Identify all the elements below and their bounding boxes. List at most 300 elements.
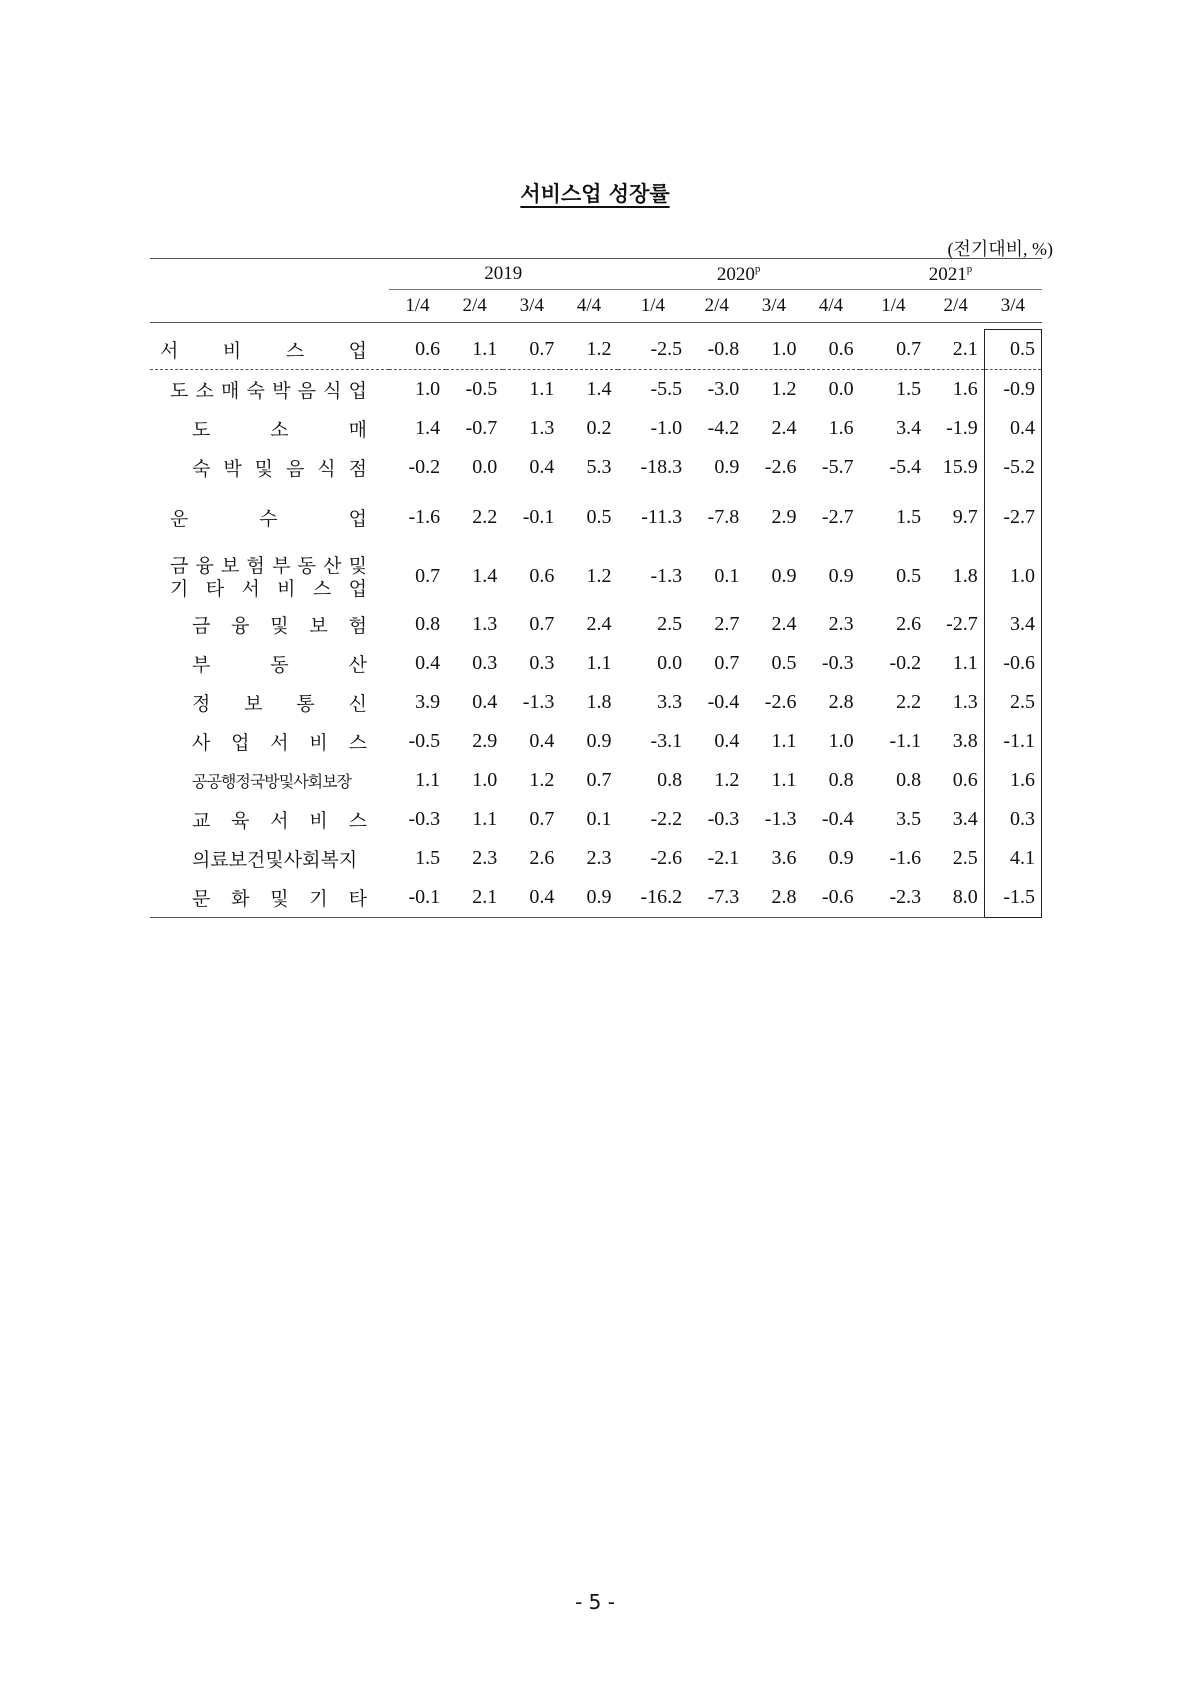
quarter-header: 4/4	[818, 295, 844, 316]
label-char: 소	[270, 419, 289, 441]
quarter-header: 4/4	[576, 295, 602, 316]
value-cell: 2.1	[927, 330, 984, 370]
value-cell: 0.5	[984, 330, 1041, 370]
year-label: 2020	[716, 263, 755, 285]
value-cell: 0.5	[586, 505, 612, 528]
table-row	[150, 644, 1042, 683]
value-cell: 0.9	[771, 564, 797, 587]
value-cell: -0.8	[688, 330, 745, 370]
value-cell: 0.7	[860, 330, 928, 370]
table-row	[150, 547, 1042, 605]
value-cell: 0.7	[529, 808, 555, 830]
label-char: 부	[272, 555, 291, 577]
table-row	[150, 448, 1042, 487]
growth-table	[150, 258, 1042, 918]
value-cell: 0.5	[896, 564, 922, 587]
label-char: 동	[297, 555, 316, 577]
row-label	[150, 370, 389, 410]
label-char: 업	[231, 732, 250, 754]
value-cell: 2.9	[472, 730, 498, 752]
label-char: 정	[192, 693, 211, 715]
separator-cell	[446, 323, 503, 330]
label-char: 통	[296, 693, 315, 715]
value-cell: 1.2	[771, 378, 797, 400]
value-cell: 2.9	[771, 505, 797, 528]
header-quarters-row	[150, 290, 1042, 323]
label-char: 소	[195, 380, 214, 402]
value-cell: 0.4	[503, 878, 560, 918]
separator-cell	[984, 323, 1041, 330]
row-label-text	[192, 728, 367, 755]
value-cell: -0.1	[389, 878, 446, 918]
value-cell: 1.6	[828, 417, 854, 439]
quarter-header: 3/4	[1000, 295, 1026, 316]
value-cell: 0.8	[828, 769, 854, 791]
label-char: 기	[170, 578, 189, 600]
table-row	[150, 722, 1042, 761]
value-cell: -0.3	[707, 808, 740, 830]
year-header	[389, 259, 618, 290]
value-cell: 1.6	[952, 378, 978, 400]
label-char: 및	[270, 888, 289, 910]
value-cell: 0.6	[802, 330, 859, 370]
value-cell: 2.3	[586, 847, 612, 869]
value-cell: 0.8	[657, 769, 683, 791]
separator-cell	[688, 323, 745, 330]
label-char: 공공행정국방및사회보장	[192, 772, 352, 791]
row-label-text	[192, 689, 367, 716]
table-title: 서비스업 성장률	[520, 181, 670, 206]
value-cell: -5.5	[650, 378, 683, 400]
value-cell: -2.7	[946, 613, 978, 635]
value-cell: -0.6	[802, 878, 859, 918]
label-char: 박	[272, 380, 291, 402]
quarter-header: 2/4	[943, 295, 968, 316]
separator-cell	[389, 323, 446, 330]
value-cell: 2.6	[529, 847, 555, 869]
value-cell: -16.2	[618, 878, 689, 918]
label-char: 업	[348, 339, 367, 362]
label-char: 융	[195, 555, 214, 577]
label-char: 비	[309, 732, 328, 754]
value-cell: 1.1	[472, 808, 498, 830]
value-cell: -18.3	[640, 456, 683, 478]
row-label	[150, 487, 389, 547]
value-cell: 3.4	[896, 417, 922, 439]
value-cell: 1.5	[415, 847, 441, 869]
label-char: 및	[348, 555, 367, 577]
value-cell: 2.5	[657, 613, 683, 635]
value-cell: -1.1	[984, 722, 1041, 761]
label-char: 박	[223, 458, 242, 480]
separator-cell	[802, 323, 859, 330]
value-cell: 2.2	[472, 505, 498, 528]
label-char: 서	[270, 732, 289, 754]
value-cell: -2.6	[764, 691, 797, 713]
row-label-text	[170, 574, 367, 601]
value-cell: -1.9	[946, 417, 978, 439]
value-cell: -2.6	[764, 456, 797, 478]
label-char: 숙	[192, 458, 211, 480]
value-cell: -2.1	[707, 847, 740, 869]
value-cell: 8.0	[927, 878, 984, 918]
row-label-text	[170, 376, 367, 403]
value-cell: 0.9	[828, 564, 854, 587]
label-char: 타	[205, 578, 225, 600]
label-char: 음	[297, 380, 316, 402]
value-cell: 1.2	[586, 564, 612, 587]
label-char: 및	[270, 615, 289, 637]
value-cell: 1.8	[586, 691, 612, 713]
value-cell: 0.8	[896, 769, 922, 791]
value-cell: 0.2	[586, 417, 612, 439]
row-label	[150, 644, 389, 683]
year-superscript: p	[754, 262, 761, 275]
value-cell: 4.1	[984, 839, 1041, 878]
value-cell: -7.3	[688, 878, 745, 918]
label-char: 비	[222, 339, 242, 362]
label-char: 문	[192, 888, 211, 910]
value-cell: -0.9	[984, 370, 1041, 410]
label-char: 식	[317, 458, 336, 480]
label-char: 스	[312, 578, 332, 600]
table-row	[150, 878, 1042, 918]
quarter-header: 1/4	[881, 295, 906, 316]
value-cell: -0.4	[821, 808, 854, 830]
value-cell: 3.4	[952, 808, 978, 830]
value-cell: 0.9	[828, 847, 854, 869]
value-cell: 3.6	[771, 847, 797, 869]
label-char: 업	[348, 507, 367, 530]
label-char: 음	[285, 458, 305, 480]
value-cell: 2.4	[771, 613, 797, 635]
year-header	[860, 259, 1042, 290]
label-char: 업	[348, 380, 367, 402]
value-cell: -11.3	[641, 505, 683, 528]
value-cell: 2.3	[472, 847, 498, 869]
label-char: 숙	[246, 380, 265, 402]
value-cell: 9.7	[952, 505, 978, 528]
value-cell: 1.4	[415, 417, 441, 439]
value-cell: -2.5	[618, 330, 689, 370]
value-cell: 1.3	[472, 613, 498, 635]
label-char: 매	[348, 419, 367, 441]
value-cell: 1.3	[529, 417, 555, 439]
value-cell: 0.1	[714, 564, 740, 587]
row-label-text	[192, 884, 367, 911]
separator-cell	[503, 323, 560, 330]
separator-cell	[745, 323, 802, 330]
quarter-header: 1/4	[640, 295, 665, 316]
row-label-text	[192, 454, 367, 481]
page-number: - 5 -	[575, 1590, 615, 1614]
value-cell: -0.5	[408, 730, 441, 752]
value-cell: -1.0	[650, 417, 683, 439]
value-cell: 1.1	[529, 378, 555, 400]
value-cell: 0.8	[415, 613, 441, 635]
label-char: 동	[270, 654, 289, 676]
value-cell: 0.9	[714, 456, 740, 478]
value-cell: -2.6	[650, 847, 683, 869]
label-char: 교	[192, 810, 211, 832]
label-char: 금	[170, 555, 189, 577]
value-cell: 2.7	[714, 613, 740, 635]
year-superscript: p	[966, 262, 973, 275]
label-char: 수	[259, 507, 278, 530]
year-label: 2021	[928, 263, 967, 285]
value-cell: 2.8	[745, 878, 802, 918]
value-cell: 3.4	[984, 605, 1041, 644]
row-label-text	[192, 845, 367, 872]
value-cell: 0.4	[529, 456, 555, 478]
value-cell: 0.9	[560, 878, 617, 918]
label-char: 점	[348, 458, 367, 480]
quarter-header: 2/4	[462, 295, 487, 316]
label-char: 매	[221, 380, 240, 402]
label-char: 비	[277, 578, 296, 600]
value-cell: -1.6	[408, 505, 441, 528]
value-cell: -2.7	[984, 487, 1041, 547]
row-label	[150, 878, 389, 918]
label-char: 금	[192, 615, 211, 637]
label-char: 도	[170, 380, 189, 402]
value-cell: 3.3	[657, 691, 683, 713]
value-cell: -0.6	[984, 644, 1041, 683]
table-row	[150, 839, 1042, 878]
separator-cell	[860, 323, 928, 330]
row-label	[150, 683, 389, 722]
value-cell: -0.1	[522, 505, 555, 528]
value-cell: 0.9	[586, 730, 612, 752]
value-cell: -1.3	[522, 691, 555, 713]
value-cell: -1.3	[764, 808, 797, 830]
value-cell: -0.3	[408, 808, 441, 830]
row-label	[150, 605, 389, 644]
value-cell: -2.7	[821, 505, 854, 528]
label-char: 화	[231, 888, 250, 910]
value-cell: 1.1	[586, 652, 612, 674]
value-cell: -5.2	[984, 448, 1041, 487]
label-char: 스	[348, 732, 367, 754]
label-char: 의료보건및사회복지	[192, 849, 358, 871]
value-cell: 0.3	[984, 800, 1041, 839]
value-cell: 0.0	[472, 456, 498, 478]
label-char: 서	[160, 339, 179, 362]
row-label-text	[192, 415, 367, 442]
label-char: 사	[192, 732, 211, 754]
value-cell: 2.6	[896, 613, 922, 635]
table-row	[150, 409, 1042, 448]
value-cell: 0.4	[984, 409, 1041, 448]
value-cell: 1.2	[714, 769, 740, 791]
value-cell: 2.4	[771, 417, 797, 439]
value-cell: 0.6	[529, 564, 555, 587]
separator-cell	[150, 323, 389, 330]
value-cell: 0.6	[389, 330, 446, 370]
separator-cell	[560, 323, 617, 330]
value-cell: 0.7	[714, 652, 740, 674]
label-char: 도	[192, 419, 211, 441]
table-row	[150, 800, 1042, 839]
table-row	[150, 487, 1042, 547]
value-cell: 1.0	[828, 730, 854, 752]
value-cell: 0.5	[771, 652, 797, 674]
header-years-row	[150, 259, 1042, 290]
value-cell: 0.6	[952, 769, 978, 791]
value-cell: -4.2	[707, 417, 740, 439]
value-cell: 1.0	[472, 769, 498, 791]
value-cell: 3.9	[415, 691, 441, 713]
value-cell: -2.3	[860, 878, 928, 918]
row-label	[150, 761, 389, 800]
value-cell: 0.1	[586, 808, 612, 830]
row-label	[150, 722, 389, 761]
value-cell: -0.3	[821, 652, 854, 674]
year-label: 2019	[484, 263, 523, 284]
table-row	[150, 761, 1042, 800]
value-cell: 0.4	[472, 691, 498, 713]
label-char: 보	[221, 555, 240, 577]
label-char: 서	[270, 810, 289, 832]
value-cell: 2.5	[984, 683, 1041, 722]
quarter-header: 2/4	[704, 295, 729, 316]
value-cell: 2.8	[828, 691, 854, 713]
value-cell: 1.0	[415, 378, 441, 400]
header-blank	[150, 290, 389, 323]
value-cell: 0.3	[529, 652, 555, 674]
label-char: 비	[309, 810, 328, 832]
value-cell: -1.3	[650, 564, 683, 587]
value-cell: -1.5	[984, 878, 1041, 918]
row-label	[150, 800, 389, 839]
value-cell: 1.1	[771, 769, 797, 791]
value-cell: 15.9	[942, 456, 978, 478]
value-cell: 0.3	[472, 652, 498, 674]
value-cell: 2.5	[952, 847, 978, 869]
value-cell: -0.2	[889, 652, 922, 674]
table-row	[150, 330, 1042, 370]
row-label-text	[192, 806, 367, 833]
value-cell: 1.1	[446, 330, 503, 370]
label-char: 신	[348, 693, 367, 715]
row-label	[150, 547, 389, 605]
quarter-header: 3/4	[761, 295, 787, 316]
label-char: 험	[246, 555, 265, 577]
value-cell: -2.2	[650, 808, 683, 830]
quarter-header: 1/4	[405, 295, 430, 316]
table-row	[150, 605, 1042, 644]
unit-label: (전기대비, %)	[947, 239, 1053, 259]
value-cell: 0.0	[657, 652, 683, 674]
label-char: 보	[309, 615, 328, 637]
value-cell: -1.6	[889, 847, 922, 869]
value-cell: -5.7	[821, 456, 854, 478]
value-cell: 1.8	[952, 564, 978, 587]
label-char: 스	[285, 339, 305, 362]
value-cell: 1.4	[472, 564, 498, 587]
label-char: 타	[348, 888, 367, 910]
value-cell: 1.1	[952, 652, 978, 674]
header-separator	[150, 323, 1042, 330]
value-cell: -0.4	[707, 691, 740, 713]
label-char: 험	[348, 615, 367, 637]
label-char: 융	[231, 615, 250, 637]
value-cell: 2.4	[586, 613, 612, 635]
value-cell: 1.1	[771, 730, 797, 752]
table-row	[150, 683, 1042, 722]
label-char: 운	[170, 507, 189, 530]
label-char: 산	[323, 555, 342, 577]
value-cell: 0.7	[586, 769, 612, 791]
value-cell: 1.5	[896, 378, 922, 400]
label-char: 서	[241, 578, 260, 600]
value-cell: 1.0	[745, 330, 802, 370]
row-label-text	[160, 336, 367, 363]
row-label	[150, 409, 389, 448]
value-cell: 1.4	[586, 378, 612, 400]
row-label-text	[192, 650, 367, 677]
label-char: 기	[309, 888, 328, 910]
value-cell: 2.3	[828, 613, 854, 635]
value-cell: 5.3	[586, 456, 612, 478]
value-cell: 1.0	[984, 547, 1041, 605]
label-char: 스	[348, 810, 367, 832]
value-cell: 2.2	[896, 691, 922, 713]
separator-cell	[927, 323, 984, 330]
header-blank	[150, 259, 389, 290]
value-cell: -5.4	[889, 456, 922, 478]
label-char: 업	[348, 578, 367, 600]
value-cell: 0.4	[529, 730, 555, 752]
value-cell: 0.7	[503, 330, 560, 370]
table-row	[150, 370, 1042, 410]
value-cell: -3.0	[707, 378, 740, 400]
value-cell: -7.8	[707, 505, 740, 528]
value-cell: 2.1	[446, 878, 503, 918]
label-char: 및	[254, 458, 273, 480]
value-cell: 0.4	[415, 652, 441, 674]
value-cell: 0.4	[714, 730, 740, 752]
value-cell: 3.8	[952, 730, 978, 752]
label-char: 식	[323, 380, 342, 402]
value-cell: -0.5	[465, 378, 498, 400]
row-label-text	[192, 769, 367, 792]
row-label-text	[170, 504, 367, 531]
row-label	[150, 839, 389, 878]
label-char: 육	[231, 810, 250, 832]
year-header	[618, 259, 860, 290]
value-cell: 0.7	[529, 613, 555, 635]
value-cell: 0.7	[415, 564, 441, 587]
value-cell: 3.5	[896, 808, 922, 830]
value-cell: 1.1	[415, 769, 441, 791]
separator-cell	[618, 323, 689, 330]
quarter-header: 3/4	[519, 295, 544, 316]
row-label	[150, 448, 389, 487]
value-cell: -1.1	[889, 730, 922, 752]
value-cell: -0.7	[465, 417, 498, 439]
label-char: 보	[244, 693, 263, 715]
value-cell: -0.2	[408, 456, 441, 478]
label-char: 산	[348, 654, 367, 676]
value-cell: 1.2	[560, 330, 617, 370]
row-label-text	[192, 611, 367, 638]
label-char: 부	[192, 654, 211, 676]
value-cell: 0.0	[828, 378, 854, 400]
value-cell: 1.6	[984, 761, 1041, 800]
value-cell: 1.3	[952, 691, 978, 713]
row-label	[150, 330, 389, 370]
